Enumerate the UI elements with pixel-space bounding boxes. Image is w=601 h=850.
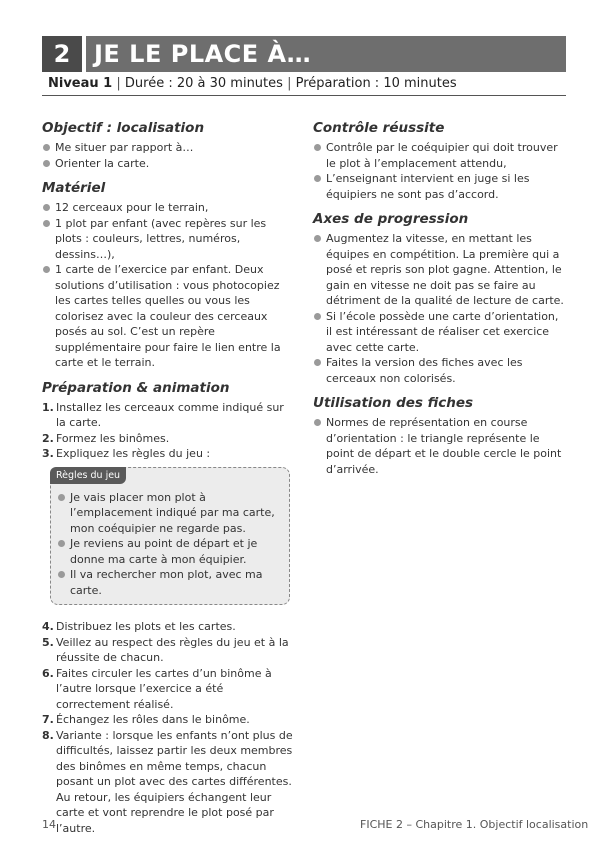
duration-label: Durée : 20 à 30 minutes: [124, 76, 283, 91]
page-number: 14: [42, 818, 56, 831]
left-column: [42, 120, 294, 836]
controle-heading: Contrôle réussite: [313, 120, 445, 136]
steps-list-b: [42, 619, 294, 836]
list-item: Normes de représentation en course d’orientation : le triangle représente le point de départ et le double cercle le point d’arrivée.: [313, 415, 565, 477]
preparation-heading: Préparation & animation: [42, 379, 230, 396]
list-item: Faites la version des fiches avec les cerceaux non colorisés.: [313, 355, 565, 386]
list-item: 1 plot par enfant (avec repères sur les plots : couleurs, lettres, numéros, dessins…),: [42, 216, 294, 263]
utilisation-list: [313, 415, 565, 477]
list-item: 12 cerceaux pour le terrain,: [42, 200, 294, 216]
title-bar: [42, 36, 566, 72]
list-item: Je reviens au point de départ et je donne ma carte à mon équipier.: [57, 536, 283, 567]
materiel-list: [42, 200, 294, 371]
list-item: Si l’école possède une carte d’orientation, il est intéressant de réaliser cet exercice avec cette carte.: [313, 309, 565, 356]
list-item: L’enseignant intervient en juge si les équipiers ne sont pas d’accord.: [313, 171, 565, 202]
list-item: 3. Expliquez les règles du jeu :: [42, 447, 211, 460]
steps-list-a: [42, 400, 294, 462]
list-item: Contrôle par le coéquipier qui doit trouver le plot à l’emplacement attendu,: [313, 140, 565, 171]
level-label: Niveau 1: [48, 76, 113, 91]
list-item: Orienter la carte.: [42, 156, 294, 172]
list-item: 5. Veillez au respect des règles du jeu et à la réussite de chacun.: [42, 635, 289, 664]
list-item: Augmentez la vitesse, en mettant les équipes en compétition. La première qui a posé et repris son plot gagne. Attention, le gain en vitesse ne doit pas se faire au détriment de la qualité de lecture de carte.: [313, 231, 565, 309]
list-item: 2. Formez les binômes.: [42, 431, 170, 445]
list-item: Je vais placer mon plot à l’emplacement indiqué par ma carte, mon coéquipier ne regarde pas.: [57, 490, 283, 537]
axes-list: [313, 231, 565, 386]
list-item: Il va rechercher mon plot, avec ma carte.: [57, 567, 283, 598]
list-item: 4. Distribuez les plots et les cartes.: [42, 620, 236, 633]
sheet-title: JE LE PLACE À…: [86, 36, 566, 72]
rules-tag: Règles du jeu: [50, 467, 126, 484]
materiel-heading: Matériel: [42, 180, 106, 196]
right-column: [313, 120, 565, 477]
list-item: Me situer par rapport à…: [42, 140, 294, 156]
list-item: 1 carte de l’exercice par enfant. Deux solutions d’utilisation : vous photocopiez les cartes telles quelles ou vous les colorisez avec la couleur des cerceaux posés au sol. C’est un repère supplémentaire pour faire le lien entre la carte et le terrain.: [42, 262, 294, 371]
objectif-heading: Objectif : localisation: [42, 120, 205, 136]
list-item: 1. Installez les cerceaux comme indiqué sur la carte.: [42, 400, 284, 429]
controle-list: [313, 140, 565, 202]
chapter-footer: FICHE 2 – Chapitre 1. Objectif localisation: [360, 818, 589, 831]
preparation-time-label: Préparation : 10 minutes: [295, 76, 457, 91]
list-item: 8. Variante : lorsque les enfants n’ont plus de difficultés, laissez partir les deux membres des binômes en même temps, chacun posant un plot avec des cartes différentes. Au retour, les équipiers échangent leur carte et vont reprendre le plot posé par l’autre.: [42, 728, 293, 835]
sheet-number: 2: [42, 36, 82, 72]
list-item: 6. Faites circuler les cartes d’un binôme à l’autre lorsque l’exercice a été correctement réalisé.: [42, 666, 272, 711]
rules-box: [50, 467, 290, 606]
objectif-list: [42, 140, 294, 171]
list-item: 7. Échangez les rôles dans le binôme.: [42, 713, 250, 726]
utilisation-heading: Utilisation des fiches: [313, 395, 474, 411]
rules-list: [57, 490, 283, 599]
level-line: Niveau 1 | Durée : 20 à 30 minutes | Préparation : 10 minutes: [42, 74, 566, 96]
axes-heading: Axes de progression: [313, 211, 469, 227]
